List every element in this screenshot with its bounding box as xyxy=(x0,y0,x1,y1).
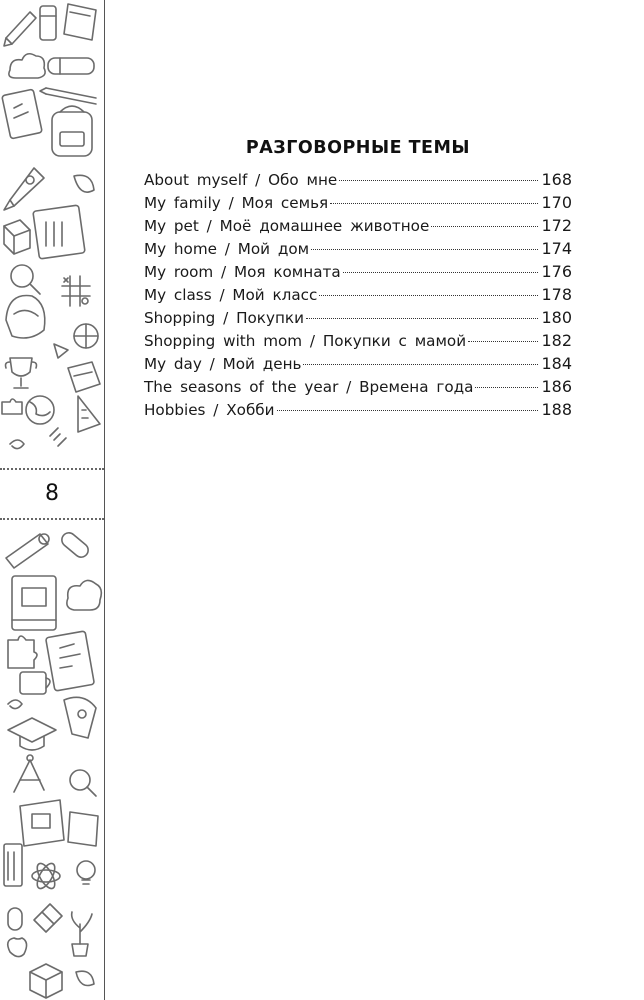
divider-bottom xyxy=(0,518,104,520)
toc-entry[interactable] xyxy=(144,308,572,331)
toc-dot-leader xyxy=(311,249,538,250)
decorative-sidebar xyxy=(0,0,105,1000)
trophy-icon xyxy=(6,358,37,388)
capsule-icon xyxy=(59,530,91,560)
tablet-icon xyxy=(2,89,42,139)
toc-dot-leader xyxy=(319,295,538,296)
paper-icon xyxy=(68,812,98,846)
graduation-cap-icon xyxy=(8,718,56,750)
shirt-icon xyxy=(68,362,100,392)
glue-tube-icon xyxy=(48,58,94,74)
toc-dot-leader xyxy=(431,226,538,227)
page-number: 8 xyxy=(45,481,59,506)
toc-entry[interactable] xyxy=(144,354,572,377)
cloud-icon xyxy=(9,54,45,78)
toc-dot-leader xyxy=(306,318,539,319)
leaf-icon xyxy=(74,175,94,192)
compass-icon xyxy=(14,755,44,792)
cube-icon xyxy=(4,220,30,254)
toc-entry[interactable] xyxy=(144,216,572,239)
scroll-icon xyxy=(6,534,49,568)
section-title: РАЗГОВОРНЫЕ ТЕМЫ xyxy=(245,138,471,158)
toc-entry-label: About myself / Обо мне xyxy=(144,171,338,189)
table-of-contents xyxy=(144,136,572,423)
clipboard-icon xyxy=(33,205,85,259)
toc-entry-page: 180 xyxy=(541,308,572,327)
toc-entry-label: The seasons of the year / Времена года xyxy=(144,378,474,396)
backpack-icon xyxy=(52,106,92,156)
toc-entry[interactable] xyxy=(144,400,572,423)
puzzle-icon xyxy=(8,636,37,668)
toc-dot-leader xyxy=(303,364,538,365)
cube-icon xyxy=(30,964,62,998)
doodle-pattern-top xyxy=(0,0,104,462)
rocket-icon xyxy=(64,697,96,738)
doodle-pattern-bottom xyxy=(0,524,104,1000)
toc-entry[interactable] xyxy=(144,285,572,308)
toc-entry-label: My day / Мой день xyxy=(144,355,302,373)
toc-dot-leader xyxy=(330,203,538,204)
tablet-icon xyxy=(46,631,95,691)
toc-entry-label: My home / Мой дом xyxy=(144,240,310,258)
globe-icon xyxy=(26,396,54,424)
toc-entry[interactable] xyxy=(144,193,572,216)
mouse-icon xyxy=(8,908,22,930)
toc-entry[interactable] xyxy=(144,331,572,354)
toc-dot-leader xyxy=(343,272,539,273)
toc-entry-label: Hobbies / Хобби xyxy=(144,401,275,419)
toc-entry-page: 186 xyxy=(541,377,572,396)
toc-entry-label: My class / Мой класс xyxy=(144,286,318,304)
toc-entry-page: 170 xyxy=(541,193,572,212)
tic-tac-toe-icon xyxy=(62,276,90,306)
glue-stick-icon xyxy=(40,6,56,40)
toc-entry-label: My family / Моя семья xyxy=(144,194,329,212)
toc-entry-label: Shopping / Покупки xyxy=(144,309,304,327)
toc-entry[interactable] xyxy=(144,239,572,262)
backpack-icon xyxy=(6,296,45,339)
toc-dot-leader xyxy=(277,410,539,411)
toc-entry-page: 168 xyxy=(541,170,572,189)
plant-icon xyxy=(72,912,92,956)
toc-entry[interactable] xyxy=(144,262,572,285)
toc-entry[interactable] xyxy=(144,170,572,193)
swirl-icon xyxy=(10,440,24,449)
toc-entry-page: 184 xyxy=(541,354,572,373)
atom-icon xyxy=(32,861,60,891)
eraser-icon xyxy=(34,904,62,932)
divider-top xyxy=(0,468,104,470)
toc-entry-page: 176 xyxy=(541,262,572,281)
book-icon xyxy=(20,800,64,846)
formula-icon xyxy=(50,428,66,446)
toc-dot-leader xyxy=(339,180,538,181)
toc-entry-label: Shopping with mom / Покупки с мамой xyxy=(144,332,467,350)
magnifier-icon xyxy=(11,265,40,294)
toc-entry-page: 172 xyxy=(541,216,572,235)
school-label-icon xyxy=(4,844,22,886)
toc-dot-leader xyxy=(475,387,538,388)
swirl-icon xyxy=(8,700,22,709)
cloud-icon xyxy=(67,580,101,610)
toc-entry-label: My pet / Моё домашнее животное xyxy=(144,217,430,235)
book-icon xyxy=(64,4,96,40)
leaf-icon xyxy=(76,971,94,985)
mug-icon xyxy=(20,672,50,694)
pencil-icon xyxy=(4,12,36,46)
rocket-icon xyxy=(4,168,44,210)
toc-entry-label: My room / Моя комната xyxy=(144,263,341,281)
paper-plane-icon xyxy=(54,344,68,358)
toc-entry[interactable] xyxy=(144,377,572,400)
toc-list xyxy=(144,170,572,423)
basketball-icon xyxy=(74,324,98,348)
toc-entry-page: 188 xyxy=(541,400,572,419)
toc-entry-page: 178 xyxy=(541,285,572,304)
toc-dot-leader xyxy=(468,341,538,342)
toc-entry-page: 182 xyxy=(541,331,572,350)
toc-entry-page: 174 xyxy=(541,239,572,258)
puzzle-icon xyxy=(2,399,22,414)
ruler-icon xyxy=(78,396,100,432)
book-icon xyxy=(12,576,56,630)
pen-icon xyxy=(40,88,96,104)
magnifier-icon xyxy=(70,770,96,796)
apple-icon xyxy=(8,938,27,957)
lightbulb-icon xyxy=(77,861,95,884)
